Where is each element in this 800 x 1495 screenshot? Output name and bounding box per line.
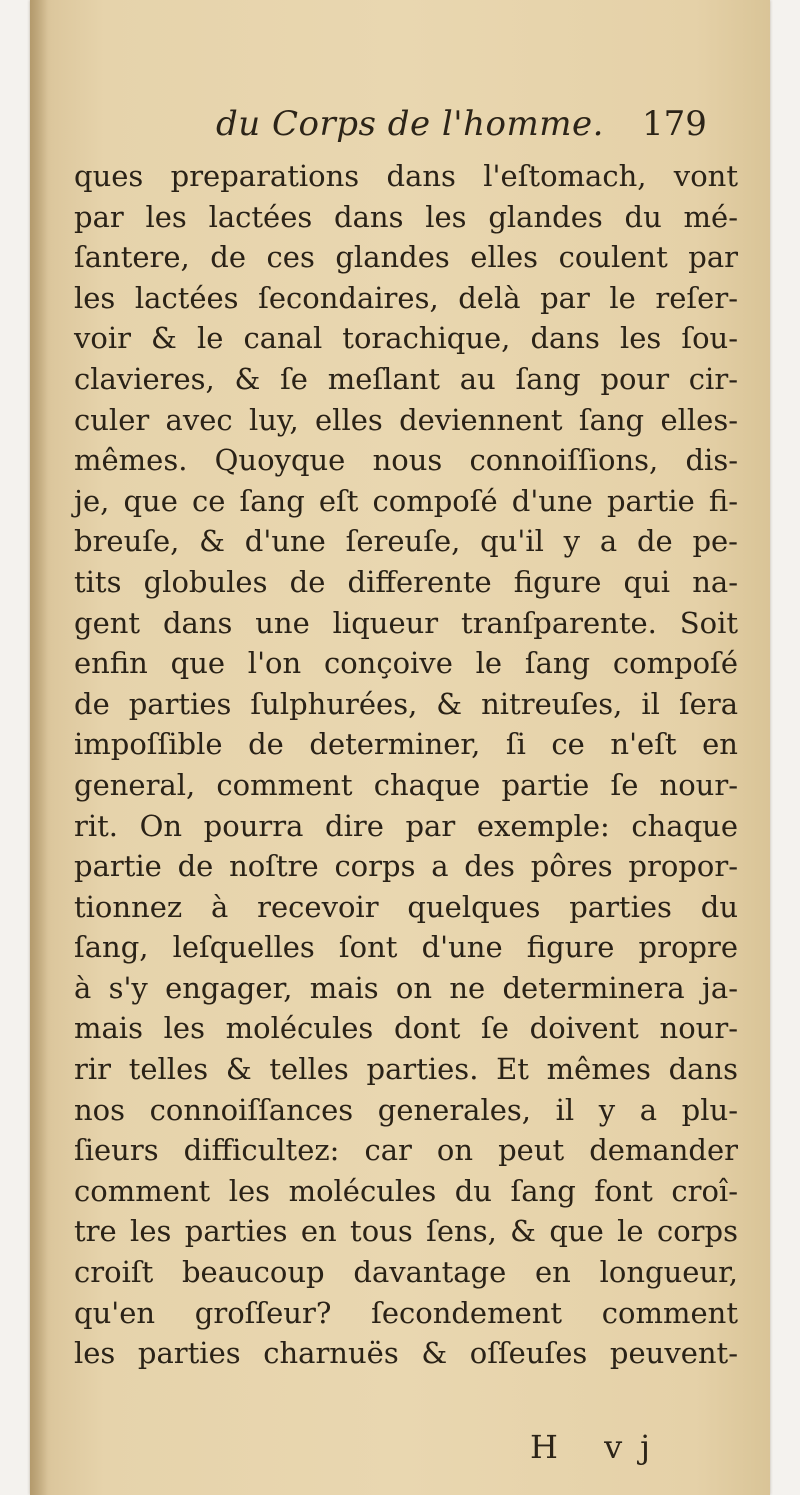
text-line: general, comment chaque partie ſe nour-: [74, 767, 738, 802]
book-page: [30, 0, 770, 1495]
running-title: du Corps de l'homme.: [216, 104, 604, 144]
text-line: qu'en groſſeur? ſecondement comment: [74, 1295, 738, 1330]
text-line: nos connoiſſances generales, il y a plu-: [74, 1092, 738, 1127]
text-line: rit. On pourra dire par exemple: chaque: [74, 808, 738, 843]
page-number: 179: [642, 104, 707, 144]
text-line: je, que ce ſang eſt compoſé d'une partie fi-: [74, 483, 738, 518]
text-line: clavieres, & ſe meſlant au ſang pour cir-: [74, 361, 738, 396]
text-line: les lactées ſecondaires, delà par le reſer-: [74, 280, 738, 315]
text-line: tre les parties en tous ſens, & que le corps: [74, 1214, 738, 1249]
text-line: enfin que l'on conçoive le ſang compoſé: [74, 646, 738, 681]
text-line: ſang, leſquelles ſont d'une figure propre: [74, 930, 738, 965]
text-line: partie de noſtre corps a des pôres propor-: [74, 849, 738, 884]
text-line: les parties charnuës & oſſeuſes peuvent-: [74, 1336, 738, 1371]
text-line: ſieurs difficultez: car on peut demander: [74, 1133, 738, 1168]
signature-mark: H vj: [530, 1428, 669, 1466]
text-line: mais les molécules dont ſe doivent nour-: [74, 1011, 738, 1046]
text-line: ques preparations dans l'eſtomach, vont: [74, 159, 738, 193]
text-line: mêmes. Quoyque nous connoiſſions, dis-: [74, 443, 738, 478]
text-line: ſantere, de ces glandes elles coulent par: [74, 240, 738, 275]
text-line: breuſe, & d'une ſereuſe, qu'il y a de pe-: [74, 524, 738, 559]
text-line: comment les molécules du ſang font croî-: [74, 1173, 738, 1208]
text-line: tionnez à recevoir quelques parties du: [74, 889, 738, 924]
text-line: tits globules de differente figure qui na-: [74, 564, 738, 599]
text-line: gent dans une liqueur tranſparente. Soit: [74, 605, 738, 640]
text-line: voir & le canal torachique, dans les ſou-: [74, 321, 738, 356]
text-line: rir telles & telles parties. Et mêmes dans: [74, 1052, 738, 1087]
text-line: culer avec luy, elles deviennent ſang elles-: [74, 402, 738, 437]
text-line: de parties ſulphurées, & nitreuſes, il ſera: [74, 686, 738, 721]
text-line: à s'y engager, mais on ne determinera ja-: [74, 970, 738, 1005]
text-line: par les lactées dans les glandes du mé-: [74, 199, 738, 234]
text-line: impoſſible de determiner, ſi ce n'eſt en: [74, 727, 738, 762]
text-line: croiſt beaucoup davantage en longueur,: [74, 1255, 738, 1290]
body-text: [74, 156, 738, 1374]
